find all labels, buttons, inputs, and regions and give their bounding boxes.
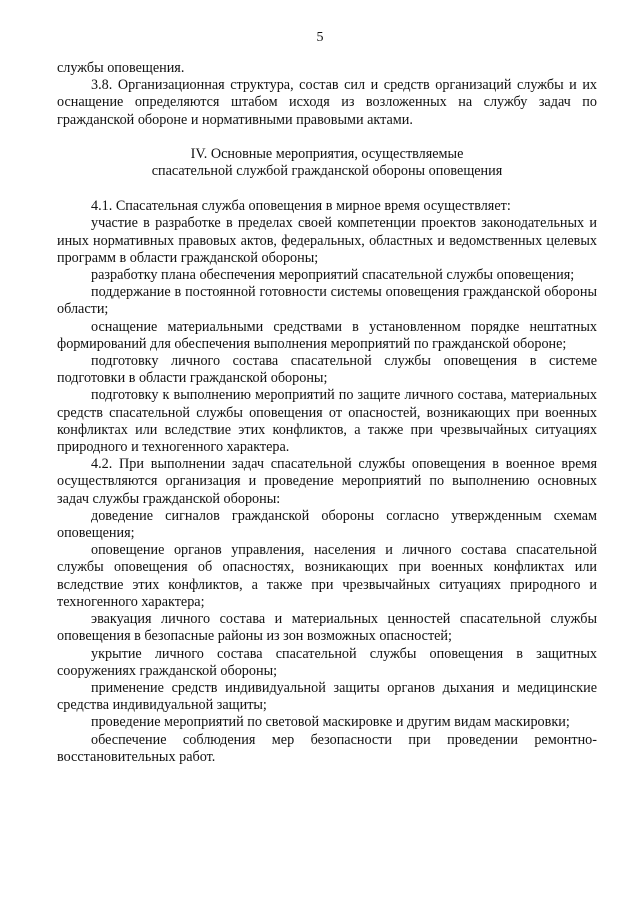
list-item: эвакуация личного состава и материальных ценностей спасательной службы оповещения в безопасные районы из зон возможных опасностей; <box>57 611 597 645</box>
list-item: оповещение органов управления, населения и личного состава спасательной службы оповещения об опасностях, возникающих при военных конфликтах или вследствие этих конфликтов, а также при чрезвычайных ситуациях природного и техногенного характера; <box>57 542 597 610</box>
list-item: участие в разработке в пределах своей компетенции проектов законодательных и иных нормативных правовых актов, федеральных, областных и ведомственных целевых программ в области гражданской обороны; <box>57 215 597 266</box>
list-item: укрытие личного состава спасательной службы оповещения в защитных сооружениях гражданской обороны; <box>57 645 597 679</box>
list-item: применение средств индивидуальной защиты органов дыхания и медицинские средства индивидуальной защиты; <box>57 679 597 714</box>
document-body <box>57 60 597 766</box>
list-item: оснащение материальными средствами в установленном порядке нештатных формирований для обеспечения выполнения мероприятий по гражданской обороне; <box>57 318 597 352</box>
section-heading-line: спасательной службой гражданской обороны оповещения <box>151 163 503 180</box>
page-number: 5 <box>316 30 324 45</box>
paragraph: 3.8. Организационная структура, состав сил и средств организаций службы и их оснащение определяются штабом исходя из возложенных на службу задач по гражданской обороне и нормативными правовыми актами. <box>57 77 597 128</box>
section-heading <box>57 146 597 180</box>
list-item: поддержание в постоянной готовности системы оповещения гражданской обороны области; <box>57 284 597 318</box>
list-item: доведение сигналов гражданской обороны согласно утвержденным схемам оповещения; <box>57 507 597 542</box>
list-item: обеспечение соблюдения мер безопасности при проведении ремонтно-восстановительных работ. <box>57 731 597 765</box>
list-item: подготовку личного состава спасательной службы оповещения в системе подготовки в области гражданской обороны; <box>57 353 597 387</box>
list-item: подготовку к выполнению мероприятий по защите личного состава, материальных средств спасательной службы оповещения от опасностей, возникающих при военных конфликтах или вследствие этих конфликтов, а также при чрезвычайных ситуациях природного и техногенного характера. <box>57 387 597 456</box>
paragraph: службы оповещения. <box>57 60 185 76</box>
list-item: разработку плана обеспечения мероприятий спасательной службы оповещения; <box>91 267 575 284</box>
paragraph-intro: 4.1. Спасательная служба оповещения в мирное время осуществляет: <box>91 198 511 215</box>
section-heading-line: IV. Основные мероприятия, осуществляемые <box>190 145 464 162</box>
list-item: проведение мероприятий по световой маскировке и другим видам маскировки; <box>91 714 570 731</box>
paragraph-intro: 4.2. При выполнении задач спасательной службы оповещения в военное время осуществляются организация и проведение мероприятий по выполнению основных задач службы гражданской обороны: <box>57 456 597 507</box>
